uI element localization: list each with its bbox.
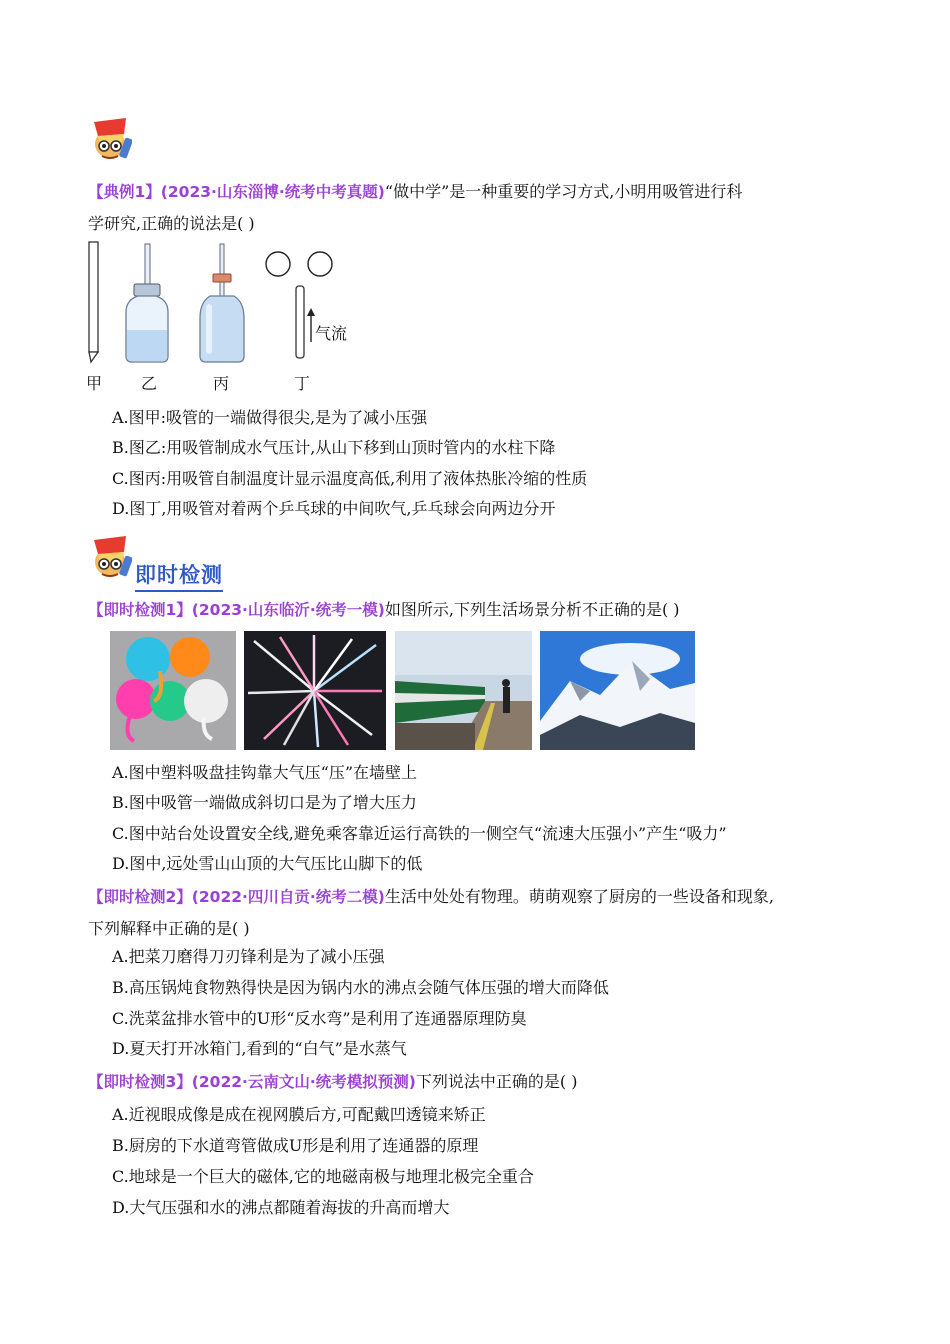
check-3-option-b: B.厨房的下水道弯管做成U形是利用了连通器的原理	[112, 1136, 479, 1155]
check-1-option-b: B.图中吸管一端做成斜切口是为了增大压力	[112, 793, 417, 812]
check-3-stem-text: 下列说法中正确的是( )	[415, 1072, 578, 1091]
check-2-option-b: B.高压锅炖食物熟得快是因为锅内水的沸点会随气体压强的增大而降低	[112, 978, 609, 997]
figure-label-ding: 丁	[294, 374, 311, 393]
check-3-tag: 【即时检测3】	[88, 1073, 192, 1091]
pencil-mascot-icon	[88, 532, 132, 580]
example-1-option-b: B.图乙:用吸管制成水气压计,从山下移到山顶时管内的水柱下降	[112, 438, 556, 457]
example-1-stem-line1: “做中学”是一种重要的学习方式,小明用吸管进行科	[384, 182, 743, 201]
check-3-source: (2022·云南文山·统考模拟预测)	[191, 1073, 416, 1091]
photo-suction-hooks	[110, 631, 236, 750]
check-1-option-c: C.图中站台处设置安全线,避免乘客靠近运行高铁的一侧空气“流速大压强小”产生“吸力”	[112, 824, 727, 843]
check-2-stem-line2: 下列解释中正确的是( )	[88, 919, 250, 938]
check-3-option-d: D.大气压强和水的沸点都随着海拔的升高而增大	[112, 1198, 450, 1217]
example-1-stem	[88, 176, 878, 239]
figure-label-yi: 乙	[141, 374, 158, 393]
figure-yi-barometer	[126, 244, 168, 362]
figure-label-jia: 甲	[86, 374, 103, 393]
figure-label-bing: 丙	[213, 374, 230, 393]
check-3-stem	[88, 1066, 878, 1098]
check-2-option-d: D.夏天打开冰箱门,看到的“白气”是水蒸气	[112, 1039, 407, 1058]
example-1-source: (2023·山东淄博·统考中考真题)	[160, 183, 385, 201]
check-2-stem	[88, 881, 878, 944]
example-1-stem-line2: 学研究,正确的说法是( )	[88, 214, 255, 233]
check-2-option-c: C.洗菜盆排水管中的U形“反水弯”是利用了连通器原理防臭	[112, 1009, 527, 1028]
check-1-stem-text: 如图所示,下列生活场景分析不正确的是( )	[384, 600, 680, 619]
airflow-label: 气流	[315, 324, 348, 343]
check-2-stem-line1: 生活中处处有物理。萌萌观察了厨房的一些设备和现象,	[384, 887, 774, 906]
check-2-source: (2022·四川自贡·统考二模)	[191, 888, 385, 906]
figure-bing-thermometer	[200, 244, 244, 362]
check-1-stem	[88, 594, 878, 626]
section-title: 即时检测	[135, 559, 223, 592]
check-1-source: (2023·山东临沂·统考一模)	[191, 601, 385, 619]
example-1-option-a: A.图甲:吸管的一端做得很尖,是为了减小压强	[112, 408, 428, 427]
check-1-option-d: D.图中,远处雪山山顶的大气压比山脚下的低	[112, 854, 423, 873]
example-1-option-d: D.图丁,用吸管对着两个乒乓球的中间吹气,乒乓球会向两边分开	[112, 499, 556, 518]
straw-experiments-figure	[82, 238, 372, 368]
example-1-tag: 【典例1】	[88, 183, 161, 201]
photo-straws	[244, 631, 386, 750]
photo-snow-mountain	[540, 631, 695, 750]
check-2-tag: 【即时检测2】	[88, 888, 192, 906]
check-3-option-c: C.地球是一个巨大的磁体,它的地磁南极与地理北极完全重合	[112, 1167, 534, 1186]
check-3-option-a: A.近视眼成像是成在视网膜后方,可配戴凹透镜来矫正	[112, 1105, 486, 1124]
check-2-option-a: A.把菜刀磨得刀刃锋利是为了减小压强	[112, 947, 385, 966]
photo-train-platform	[395, 631, 532, 750]
check-1-option-a: A.图中塑料吸盘挂钩靠大气压“压”在墙壁上	[112, 763, 418, 782]
check-1-tag: 【即时检测1】	[88, 601, 192, 619]
example-1-option-c: C.图丙:用吸管自制温度计显示温度高低,利用了液体热胀冷缩的性质	[112, 469, 588, 488]
pencil-mascot-icon	[88, 114, 132, 162]
figure-jia-straw	[89, 242, 98, 362]
